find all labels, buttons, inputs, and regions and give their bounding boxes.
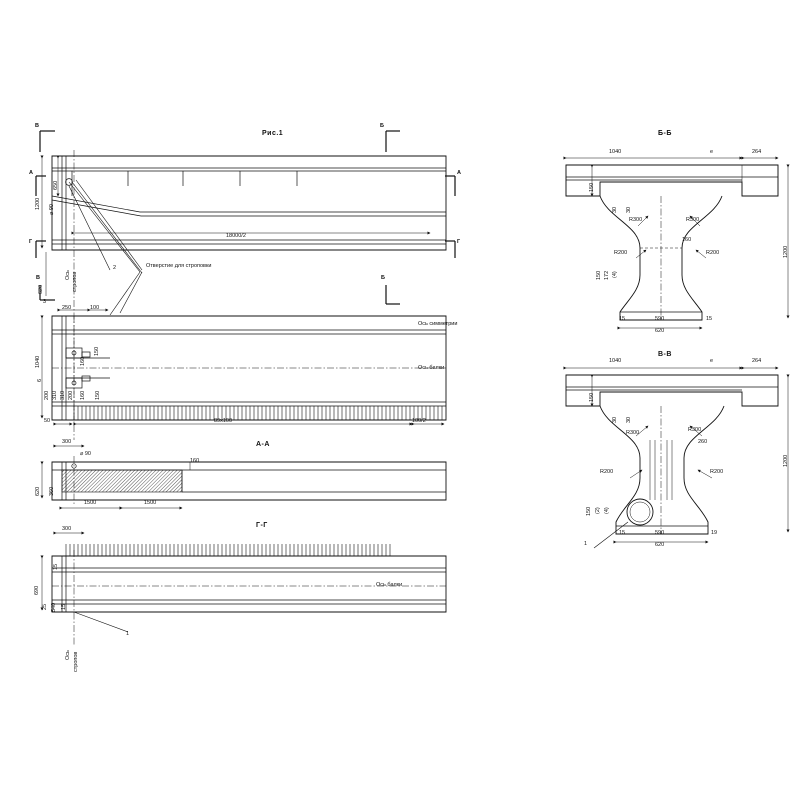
callout-1-gg: 1	[126, 631, 130, 637]
title-section-vv: В-В	[658, 351, 672, 358]
dim-160-aa: 160	[190, 458, 200, 464]
title-section-aa: А-А	[256, 441, 270, 448]
label-strop-axis-top-1: Ось	[65, 270, 71, 280]
dim-540-gg: 540	[51, 602, 57, 612]
label-strop-axis-gg-1: Ось	[65, 650, 71, 660]
dim-e-plan: 6	[37, 378, 43, 382]
dim-1040-bb: 1040	[609, 149, 622, 155]
dim-4-bb: (4)	[612, 271, 618, 278]
section-mark-v-top: В	[35, 123, 39, 129]
callout-3: 3	[43, 299, 47, 305]
dim-300-aa: 300	[62, 439, 72, 445]
dim-310-b: 310	[60, 390, 66, 400]
dim-160-bb: 160	[682, 237, 692, 243]
dim-590-vv: 590	[655, 530, 665, 536]
dim-50: 50	[44, 418, 51, 424]
dim-300-gg: 300	[62, 526, 72, 532]
section-mark-g-right: Г	[457, 239, 461, 245]
dim-150-bb: 150	[589, 182, 595, 192]
dim-150-vv-b: 150	[586, 506, 592, 516]
dim-590-bb: 590	[655, 316, 665, 322]
radius-r200-right-bb: R200	[706, 250, 720, 256]
section-mark-v-bottom: В	[36, 275, 40, 281]
section-mark-b-bottom: Б	[381, 275, 385, 281]
dim-30b-vv: 30	[626, 416, 632, 423]
dim-360-aa: 360	[49, 486, 55, 496]
radius-r300-left-vv: R300	[626, 430, 640, 436]
dim-19-vv: 19	[711, 530, 718, 536]
section-mark-a-right: А	[457, 170, 461, 176]
dim-250: 250	[62, 305, 72, 311]
radius-r300-right-vv: R300	[688, 427, 702, 433]
label-axis-beam-plan: Ось балки	[418, 365, 445, 371]
dim-172-bb: 172	[604, 270, 610, 280]
dim-d90-aa: ⌀ 90	[80, 451, 91, 457]
dim-620-vv: 620	[655, 542, 665, 548]
dim-15-left-bb: 15	[619, 316, 626, 322]
dim-15-left-vv: 15	[619, 530, 626, 536]
dim-30b-bb: 30	[626, 206, 632, 213]
dim-18000-2: 18000/2	[226, 233, 246, 239]
dim-1040-plan: 1040	[35, 355, 41, 368]
dim-1200-bb: 1200	[783, 245, 789, 258]
dim-150-top: 150	[94, 346, 100, 356]
dim-2-vv: (2)	[595, 507, 601, 514]
dim-15b-gg: 15	[61, 603, 67, 610]
dim-25-gg: 25	[42, 603, 48, 610]
dim-1500-a: 1500	[84, 500, 97, 506]
dim-1500-b: 1500	[144, 500, 157, 506]
dim-15-gg: 15	[53, 563, 59, 570]
dim-100-2: 100/2	[412, 418, 426, 424]
dim-264-bb: 264	[752, 149, 762, 155]
dim-e-bb: е	[710, 149, 714, 155]
dim-30a-bb: 30	[612, 206, 618, 213]
dim-d90-elev: ⌀ 90	[49, 204, 55, 215]
label-axis-beam-gg: Ось балки	[376, 582, 403, 588]
section-mark-b-top: Б	[380, 123, 384, 129]
title-section-bb: Б-Б	[658, 130, 672, 137]
radius-r200-right-vv: R200	[710, 469, 724, 475]
dim-150-bottom: 150	[95, 390, 101, 400]
dim-30a-vv: 30	[612, 416, 618, 423]
dim-160-top: 160	[80, 356, 86, 366]
dim-690-gg: 690	[34, 585, 40, 595]
dim-1200-vv: 1200	[783, 454, 789, 467]
dim-264-vv: 264	[752, 358, 762, 364]
label-strop-axis-gg-2: стропов	[73, 651, 79, 672]
dim-4-vv: (4)	[604, 507, 610, 514]
dim-620-bb: 620	[655, 328, 665, 334]
dim-160-bottom: 160	[80, 390, 86, 400]
dim-620-aa: 620	[35, 486, 41, 496]
dim-310-a: 310	[52, 390, 58, 400]
dim-200-a: 200	[44, 390, 50, 400]
radius-r300-right-bb: R300	[686, 217, 700, 223]
radius-r200-left-vv: R200	[600, 469, 614, 475]
dim-150b-bb: 150	[596, 270, 602, 280]
label-axis-symmetry: Ось симметрии	[418, 321, 458, 327]
callout-1-vv: 1	[584, 541, 588, 547]
section-mark-g-left: Г	[29, 239, 33, 245]
dim-150-vv: 150	[589, 392, 595, 402]
dim-620-elev: 620	[38, 284, 44, 294]
dim-89x100: 89х100	[214, 418, 233, 424]
dim-1040-vv: 1040	[609, 358, 622, 364]
dim-15-right-bb: 15	[706, 316, 713, 322]
dim-260-vv: 260	[698, 439, 708, 445]
dim-1200-elev: 1200	[35, 197, 41, 210]
label-strop-axis-top-2: стропов	[72, 271, 78, 292]
section-mark-a-left: А	[29, 170, 33, 176]
radius-r200-left-bb: R200	[614, 250, 628, 256]
radius-r300-left-bb: R300	[629, 217, 643, 223]
dim-e-vv: е	[710, 358, 714, 364]
title-fig1: Рис.1	[262, 130, 284, 137]
dim-650: 650	[53, 180, 59, 190]
callout-2: 2	[113, 265, 117, 271]
dim-200-b: 200	[68, 390, 74, 400]
dim-100: 100	[90, 305, 100, 311]
note-lifting-hole: Отверстие для строповки	[146, 263, 212, 269]
title-section-gg: Г-Г	[256, 522, 268, 529]
